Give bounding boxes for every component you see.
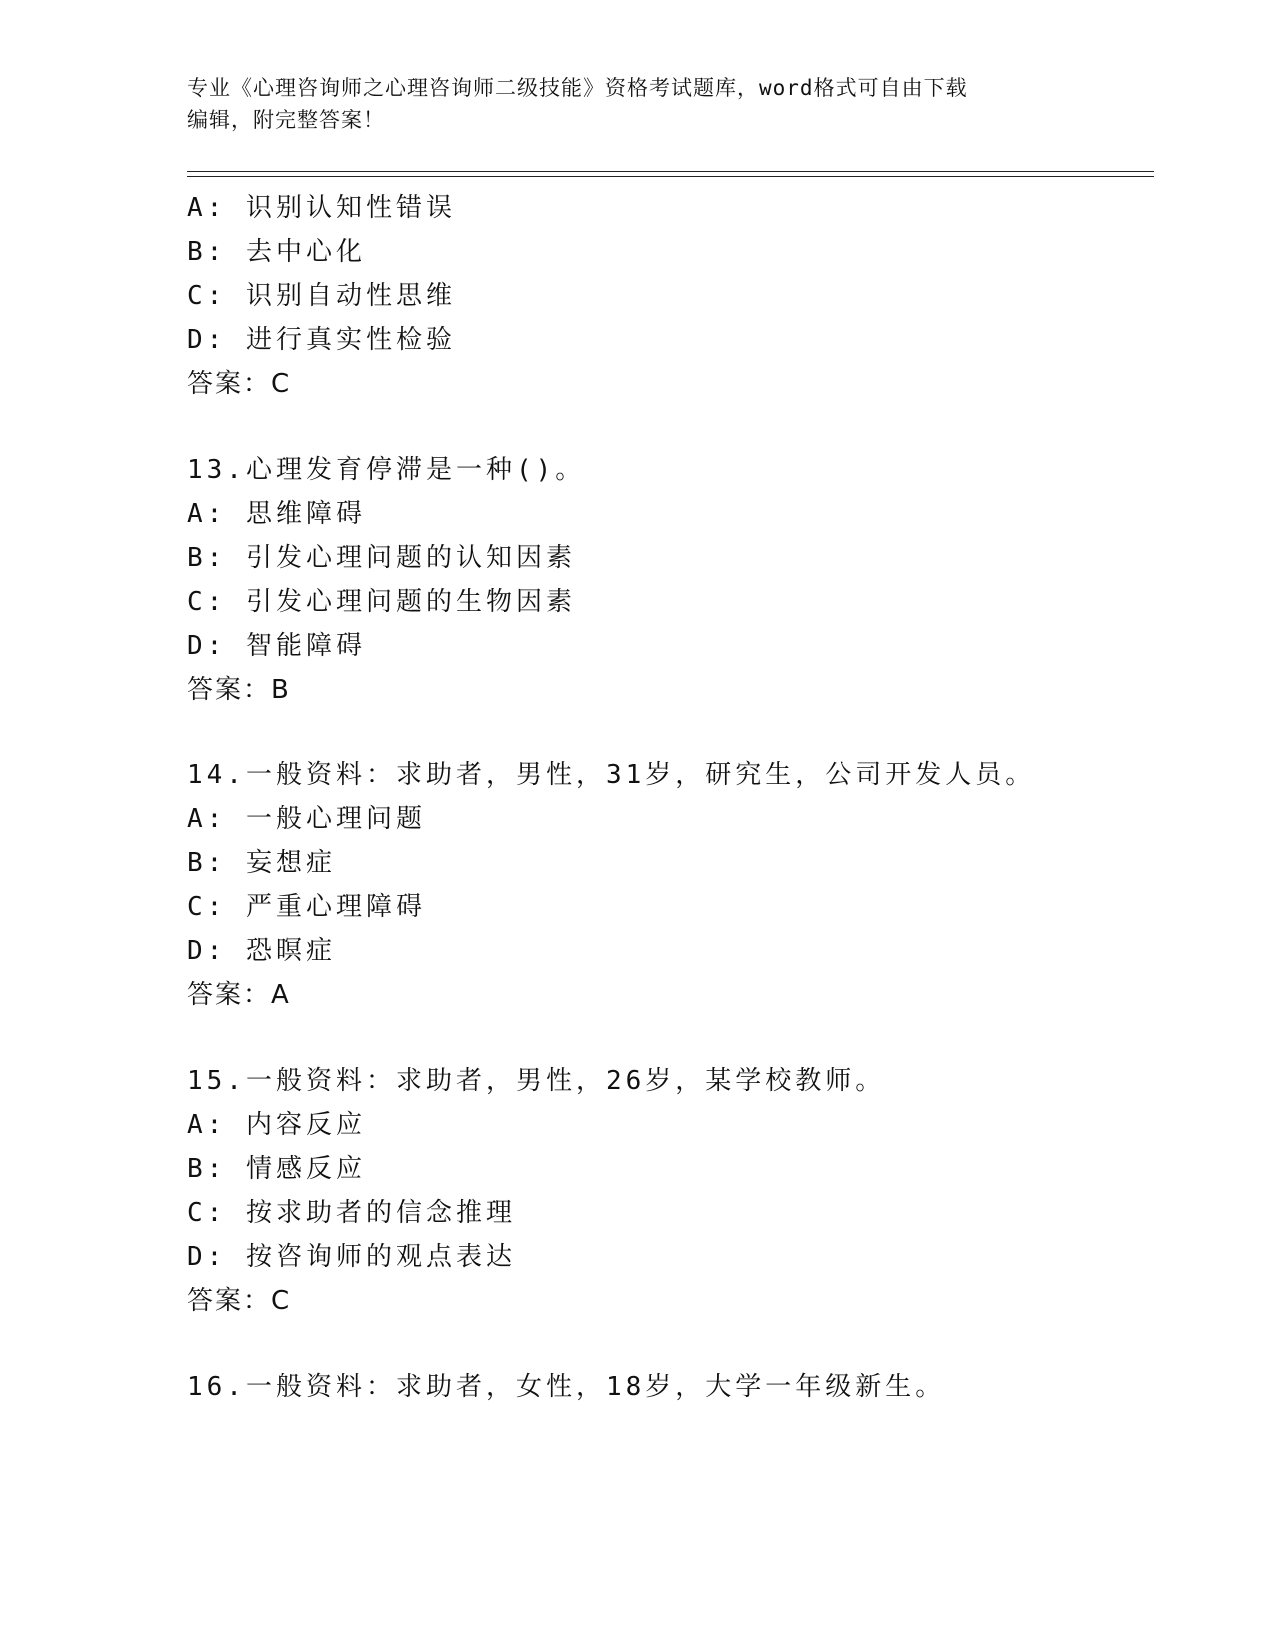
q14-option-c: C: 严重心理障碍: [187, 892, 426, 922]
header-divider-bottom: [187, 176, 1154, 177]
q13-option-a: A: 思维障碍: [187, 499, 366, 529]
header-divider-top: [187, 171, 1154, 172]
q13-answer: 答案：B: [187, 675, 291, 705]
header-line-1: 专业《心理咨询师之心理咨询师二级技能》资格考试题库，word格式可自由下载: [187, 76, 968, 100]
q13-question: 13.心理发育停滞是一种()。: [187, 455, 586, 485]
document-header: [187, 72, 1087, 136]
q14-option-d: D: 恐暝症: [187, 936, 336, 966]
q14-option-b: B: 妄想症: [187, 848, 336, 878]
q16-question: 16.一般资料：求助者，女性，18岁，大学一年级新生。: [187, 1372, 946, 1402]
q13-option-c: C: 引发心理问题的生物因素: [187, 587, 576, 617]
q15-option-b: B: 情感反应: [187, 1154, 366, 1184]
q15-option-d: D: 按咨询师的观点表达: [187, 1242, 516, 1272]
q12-option-c: C: 识别自动性思维: [187, 281, 456, 311]
q12-option-a: A: 识别认知性错误: [187, 193, 456, 223]
q12-option-d: D: 进行真实性检验: [187, 325, 456, 355]
q12-option-b: B: 去中心化: [187, 237, 366, 267]
q15-answer: 答案：C: [187, 1286, 292, 1316]
q12-answer: 答案：C: [187, 369, 292, 399]
q13-option-b: B: 引发心理问题的认知因素: [187, 543, 576, 573]
header-line-2: 编辑，附完整答案！: [187, 108, 385, 132]
q14-question: 14.一般资料：求助者，男性，31岁，研究生，公司开发人员。: [187, 760, 1036, 790]
q14-answer: 答案：A: [187, 980, 291, 1010]
q15-option-c: C: 按求助者的信念推理: [187, 1198, 516, 1228]
q15-option-a: A: 内容反应: [187, 1110, 366, 1140]
q13-option-d: D: 智能障碍: [187, 631, 366, 661]
q15-question: 15.一般资料：求助者，男性，26岁，某学校教师。: [187, 1066, 886, 1096]
q14-option-a: A: 一般心理问题: [187, 804, 426, 834]
